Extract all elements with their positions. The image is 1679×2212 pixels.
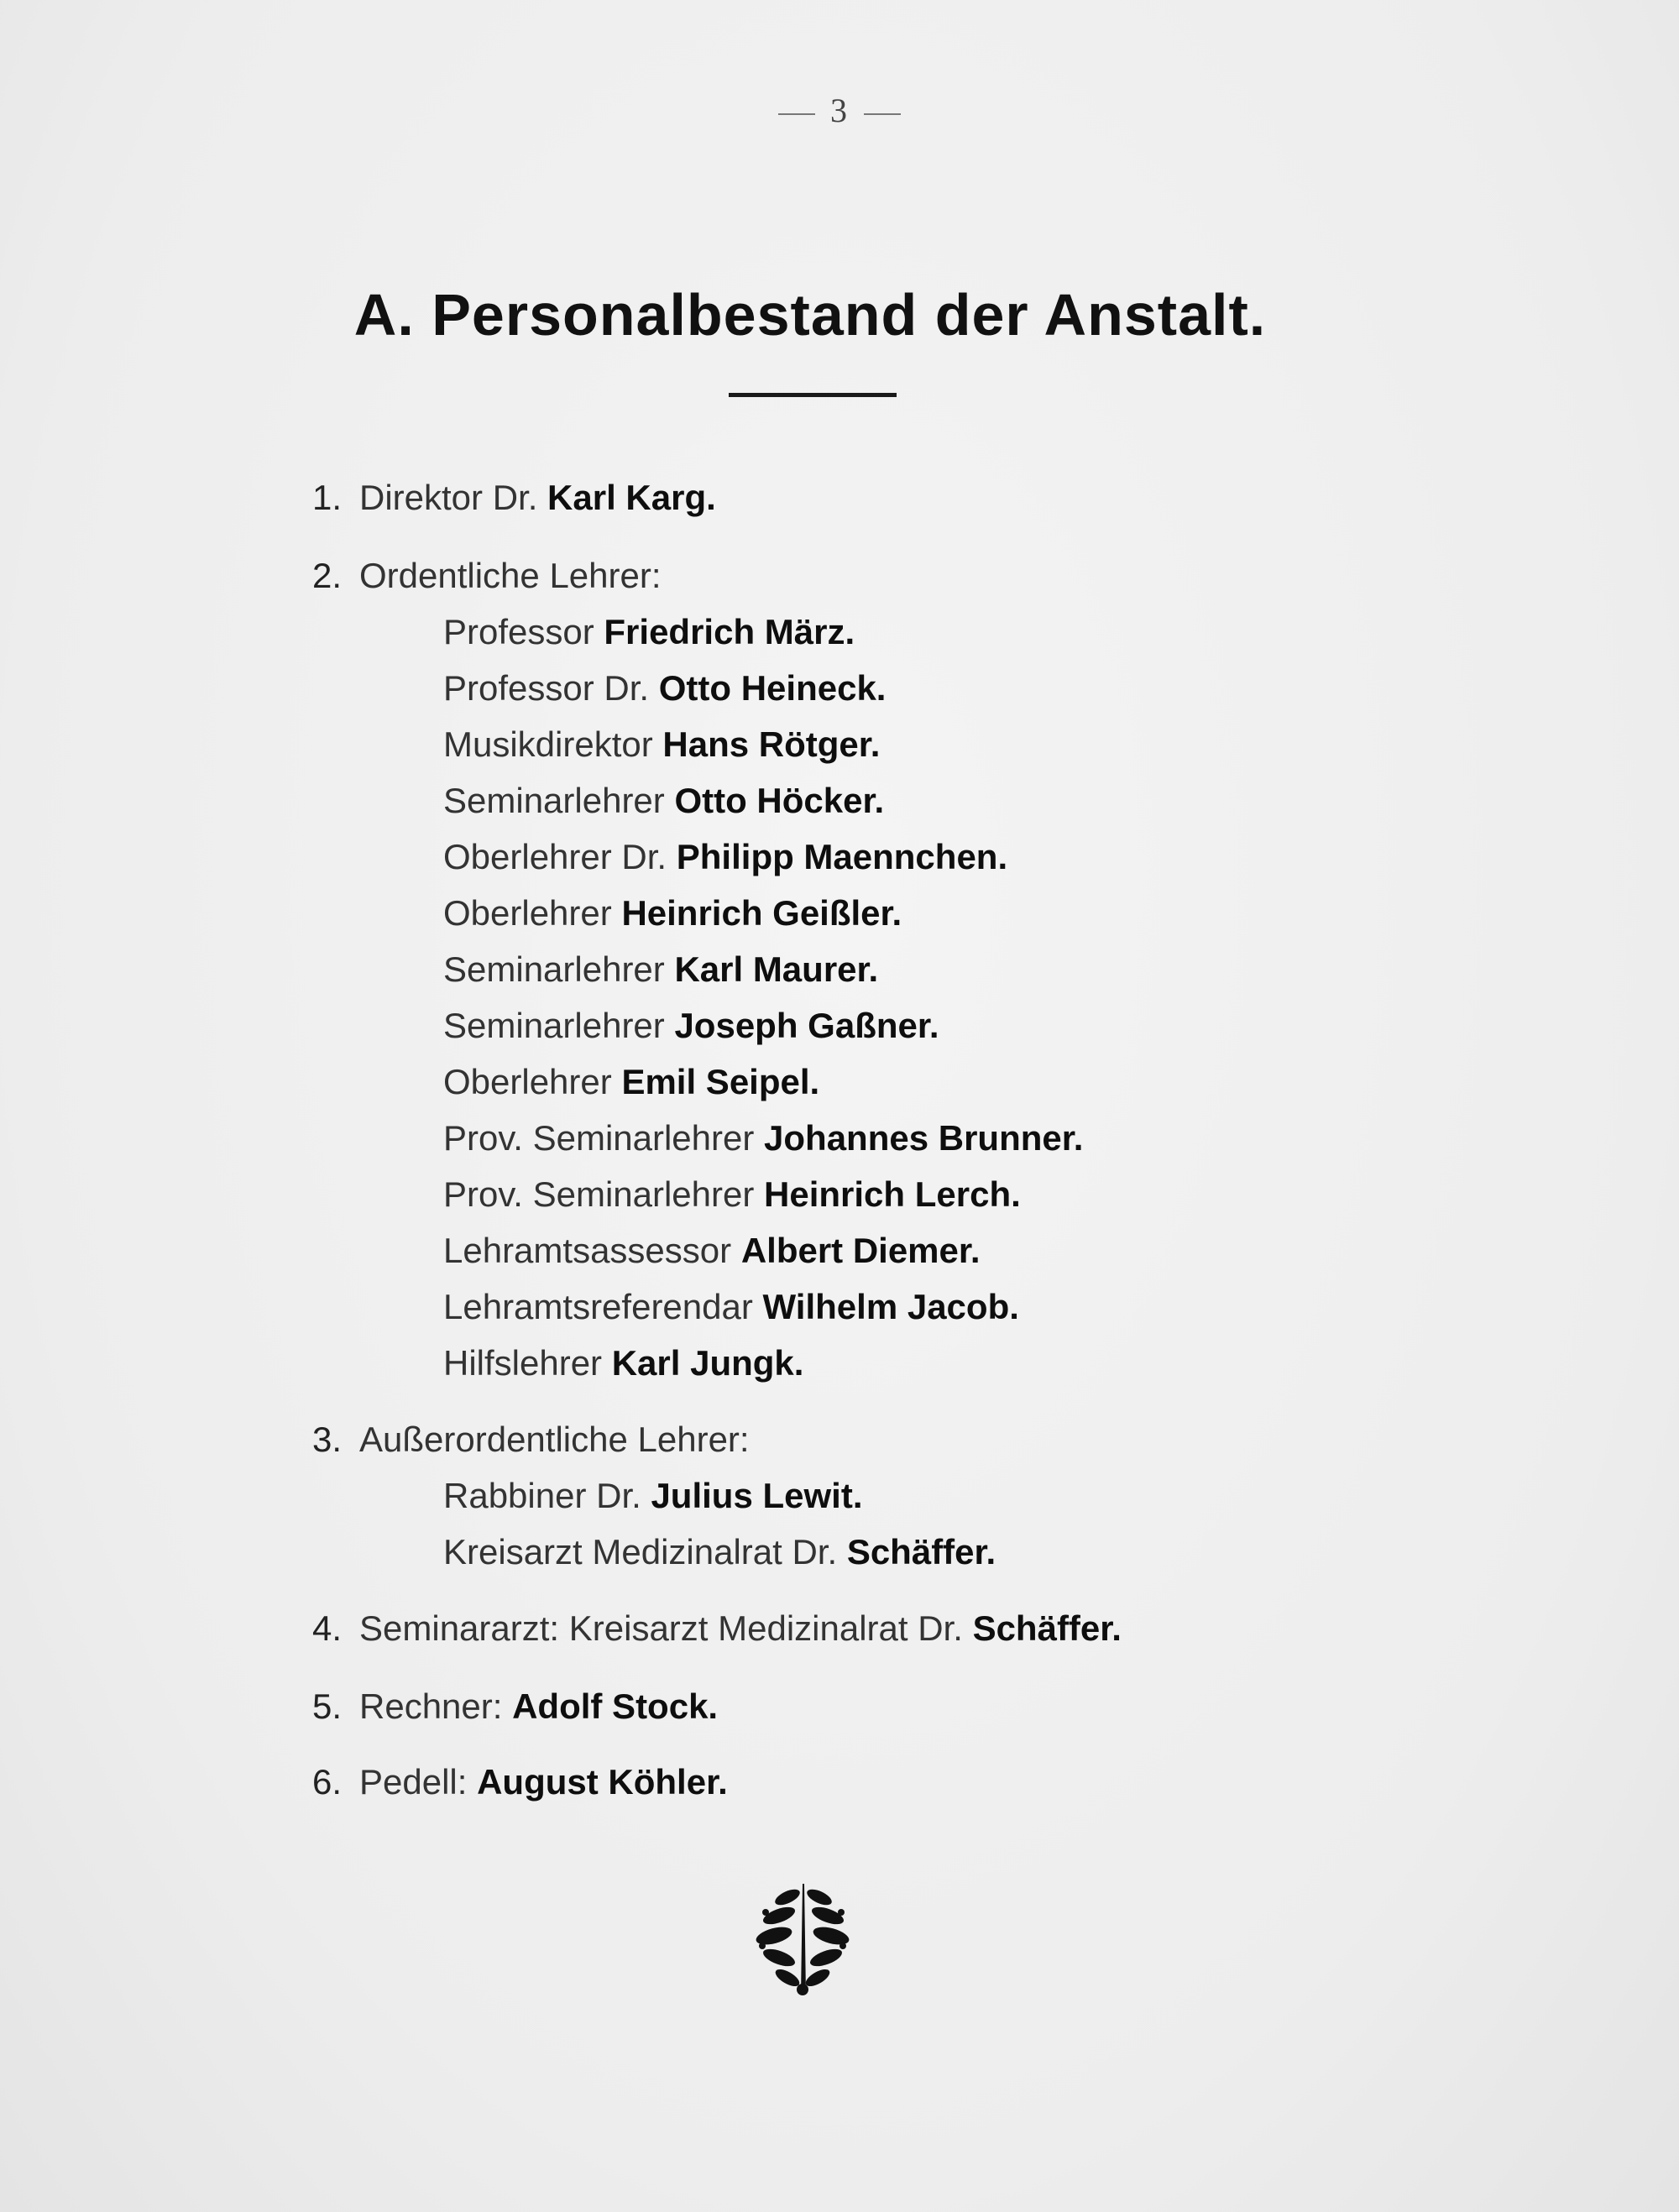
teacher-name: Philipp Maennchen. [676, 837, 1008, 876]
entry-name: Schäffer. [972, 1608, 1122, 1648]
teacher-title: Seminarlehrer [443, 781, 665, 820]
entry-number: 5. [312, 1686, 343, 1726]
teacher-title: Rabbiner Dr. [443, 1476, 641, 1515]
teacher-title: Kreisarzt Medizinalrat Dr. [443, 1532, 838, 1571]
teacher-name: Karl Jungk. [611, 1343, 804, 1383]
teacher-name: Hans Rötger. [662, 724, 881, 764]
teacher-title: Oberlehrer [443, 1062, 612, 1101]
floral-ornament-icon [754, 1879, 851, 1996]
entry-direktor [312, 477, 716, 519]
teacher-name: Julius Lewit. [651, 1476, 863, 1515]
teacher-row [443, 1174, 1021, 1216]
teacher-row [443, 1230, 981, 1272]
teacher-row [443, 1475, 863, 1517]
teacher-row [443, 1531, 996, 1573]
teacher-name: Joseph Gaßner. [674, 1006, 939, 1045]
teacher-row [443, 724, 880, 766]
teacher-name: Schäffer. [846, 1532, 996, 1571]
entry-ordentliche-lehrer [312, 555, 662, 597]
teacher-title: Professor [443, 612, 594, 651]
entry-role: Außerordentliche Lehrer: [359, 1420, 750, 1459]
teacher-name: Albert Diemer. [740, 1231, 981, 1270]
teacher-row [443, 1117, 1083, 1159]
dash-right [864, 113, 901, 115]
teacher-row [443, 1005, 939, 1047]
teacher-row [443, 1342, 803, 1384]
teacher-title: Oberlehrer [443, 893, 612, 933]
entry-seminararzt [312, 1608, 1122, 1650]
teacher-title: Oberlehrer Dr. [443, 837, 667, 876]
teacher-row [443, 892, 902, 934]
teacher-name: Wilhelm Jacob. [762, 1287, 1019, 1326]
entry-number: 1. [312, 478, 343, 517]
teacher-row [443, 667, 886, 709]
dash-left [778, 113, 815, 115]
entry-number: 2. [312, 556, 343, 595]
teacher-title: Seminarlehrer [443, 949, 665, 989]
entry-role: Seminararzt: [359, 1608, 560, 1648]
entry-number: 6. [312, 1762, 343, 1801]
teacher-name: Johannes Brunner. [764, 1118, 1084, 1158]
entry-name: August Köhler. [477, 1762, 728, 1801]
page-number-text: 3 [830, 92, 849, 129]
entry-number: 4. [312, 1608, 343, 1648]
entry-pedell [312, 1761, 728, 1803]
title-rule [729, 393, 897, 397]
teacher-title: Lehramtsreferendar [443, 1287, 753, 1326]
teacher-title: Lehramtsassessor [443, 1231, 732, 1270]
entry-role: Pedell: [359, 1762, 468, 1801]
teacher-name: Friedrich März. [604, 612, 855, 651]
teacher-title: Musikdirektor [443, 724, 653, 764]
teacher-name: Otto Höcker. [674, 781, 885, 820]
entry-role: Direktor Dr. [359, 478, 538, 517]
teacher-row [443, 836, 1007, 878]
teacher-row [443, 611, 855, 653]
entry-role: Rechner: [359, 1686, 503, 1726]
teacher-title: Prov. Seminarlehrer [443, 1118, 755, 1158]
teacher-name: Heinrich Lerch. [764, 1174, 1021, 1214]
teacher-name: Otto Heineck. [658, 668, 887, 708]
page-number [0, 91, 1679, 130]
teacher-name: Karl Maurer. [674, 949, 879, 989]
teacher-row [443, 949, 878, 991]
entry-rechner [312, 1686, 718, 1728]
entry-name: Adolf Stock. [512, 1686, 719, 1726]
entry-name: Karl Karg. [547, 478, 716, 517]
entry-ausserordentliche-lehrer [312, 1419, 750, 1461]
teacher-name: Emil Seipel. [621, 1062, 820, 1101]
entry-role-detail: Kreisarzt Medizinalrat Dr. [568, 1608, 963, 1648]
teacher-title: Professor Dr. [443, 668, 650, 708]
teacher-row [443, 780, 884, 822]
teacher-row [443, 1061, 819, 1103]
entry-number: 3. [312, 1420, 343, 1459]
teacher-row [443, 1286, 1019, 1328]
teacher-name: Heinrich Geißler. [621, 893, 902, 933]
teacher-title: Prov. Seminarlehrer [443, 1174, 755, 1214]
teacher-title: Hilfslehrer [443, 1343, 603, 1383]
teacher-title: Seminarlehrer [443, 1006, 665, 1045]
entry-role: Ordentliche Lehrer: [359, 556, 662, 595]
page-title: A. Personalbestand der Anstalt. [353, 282, 1267, 348]
